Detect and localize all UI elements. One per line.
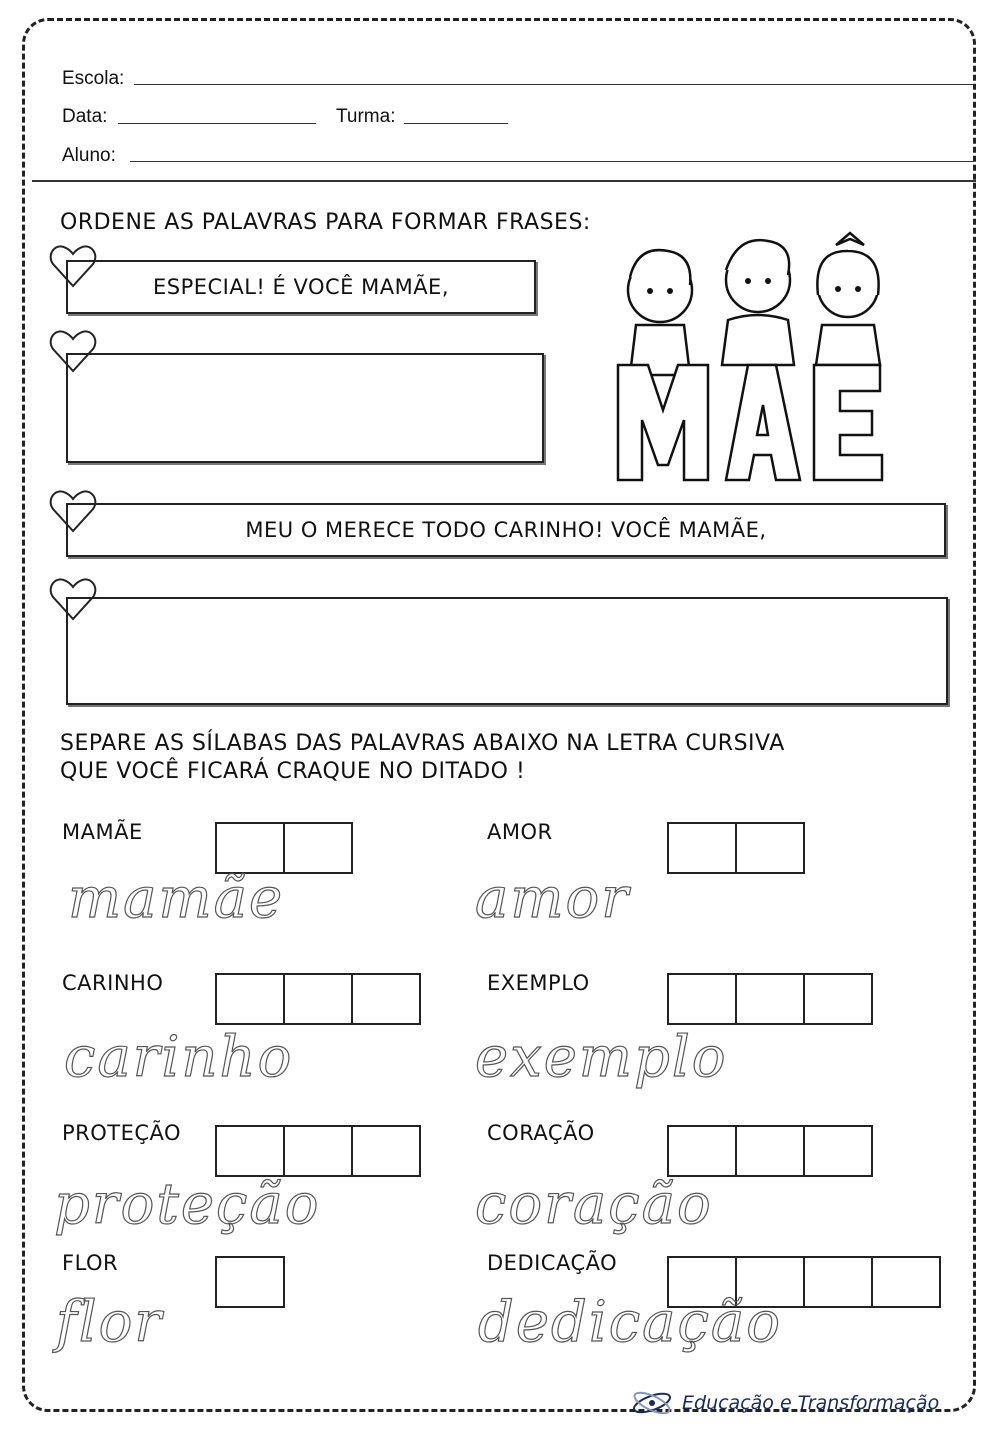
word-label: PROTEÇÃO (62, 1121, 182, 1145)
syllable-box[interactable] (735, 822, 805, 874)
phrase-2-text: MEU O MERECE TODO CARINHO! VOCÊ MAMÃE, (245, 518, 767, 542)
syllable-box[interactable] (215, 973, 285, 1025)
answer-box-2[interactable] (66, 597, 948, 705)
student-label: Aluno: (62, 145, 116, 166)
syllable-boxes[interactable] (215, 973, 419, 1025)
cursive-tracing: exemplo (475, 1025, 728, 1090)
syllable-box[interactable] (283, 1125, 353, 1177)
student-field[interactable] (130, 161, 974, 162)
word-label: MAMÃE (62, 820, 143, 844)
section2-title-line2: QUE VOCÊ FICARÁ CRAQUE NO DITADO ! (60, 759, 526, 784)
syllable-box[interactable] (803, 1125, 873, 1177)
syllable-boxes[interactable] (215, 1256, 283, 1308)
class-field[interactable] (404, 123, 508, 124)
brand-name: Educação e Transformação (682, 1392, 940, 1414)
answer-box-1[interactable] (66, 353, 544, 463)
syllable-box[interactable] (735, 973, 805, 1025)
phrase-box-1 (66, 260, 536, 314)
word-label: CORAÇÃO (487, 1121, 595, 1145)
word-label: CARINHO (62, 971, 164, 995)
cursive-tracing: dedicação (478, 1290, 782, 1355)
school-label: Escola: (62, 68, 125, 89)
syllable-box[interactable] (215, 1256, 285, 1308)
word-label: DEDICAÇÃO (487, 1251, 618, 1275)
date-field[interactable] (118, 123, 316, 124)
section2-title-line1: SEPARE AS SÍLABAS DAS PALAVRAS ABAIXO NA LETRA CURSIVA (60, 731, 785, 756)
cursive-tracing: flor (56, 1290, 164, 1355)
syllable-box[interactable] (351, 973, 421, 1025)
cursive-tracing: carinho (64, 1025, 294, 1090)
phrase-1-text: ESPECIAL! É VOCÊ MAMÃE, (152, 275, 450, 299)
date-label: Data: (62, 106, 108, 127)
cursive-tracing: coração (475, 1172, 713, 1237)
cursive-tracing: amor (475, 866, 630, 931)
word-label: EXEMPLO (487, 971, 590, 995)
syllable-box[interactable] (667, 973, 737, 1025)
syllable-box[interactable] (283, 973, 353, 1025)
syllable-box[interactable] (667, 1125, 737, 1177)
cursive-tracing: proteção (54, 1172, 321, 1237)
header-divider (32, 180, 976, 182)
syllable-box[interactable] (735, 1125, 805, 1177)
syllable-box[interactable] (351, 1125, 421, 1177)
syllable-box[interactable] (283, 822, 353, 874)
syllable-boxes[interactable] (667, 973, 871, 1025)
word-label: AMOR (487, 820, 553, 844)
phrase-box-2 (66, 503, 946, 557)
word-label: FLOR (62, 1251, 119, 1275)
syllable-box[interactable] (803, 1256, 873, 1308)
syllable-box[interactable] (215, 1125, 285, 1177)
class-label: Turma: (336, 106, 396, 127)
syllable-box[interactable] (871, 1256, 941, 1308)
syllable-box[interactable] (667, 822, 737, 874)
brand-logo-icon (630, 1386, 674, 1420)
children-mae-illustration (608, 215, 898, 495)
syllable-box[interactable] (803, 973, 873, 1025)
section1-title: ORDENE AS PALAVRAS PARA FORMAR FRASES: (60, 210, 591, 235)
footer-brand (630, 1386, 939, 1420)
syllable-boxes[interactable] (215, 1125, 419, 1177)
syllable-boxes[interactable] (667, 822, 803, 874)
cursive-tracing: mamãe (68, 866, 285, 931)
syllable-boxes[interactable] (667, 1125, 871, 1177)
school-field[interactable] (134, 84, 974, 85)
